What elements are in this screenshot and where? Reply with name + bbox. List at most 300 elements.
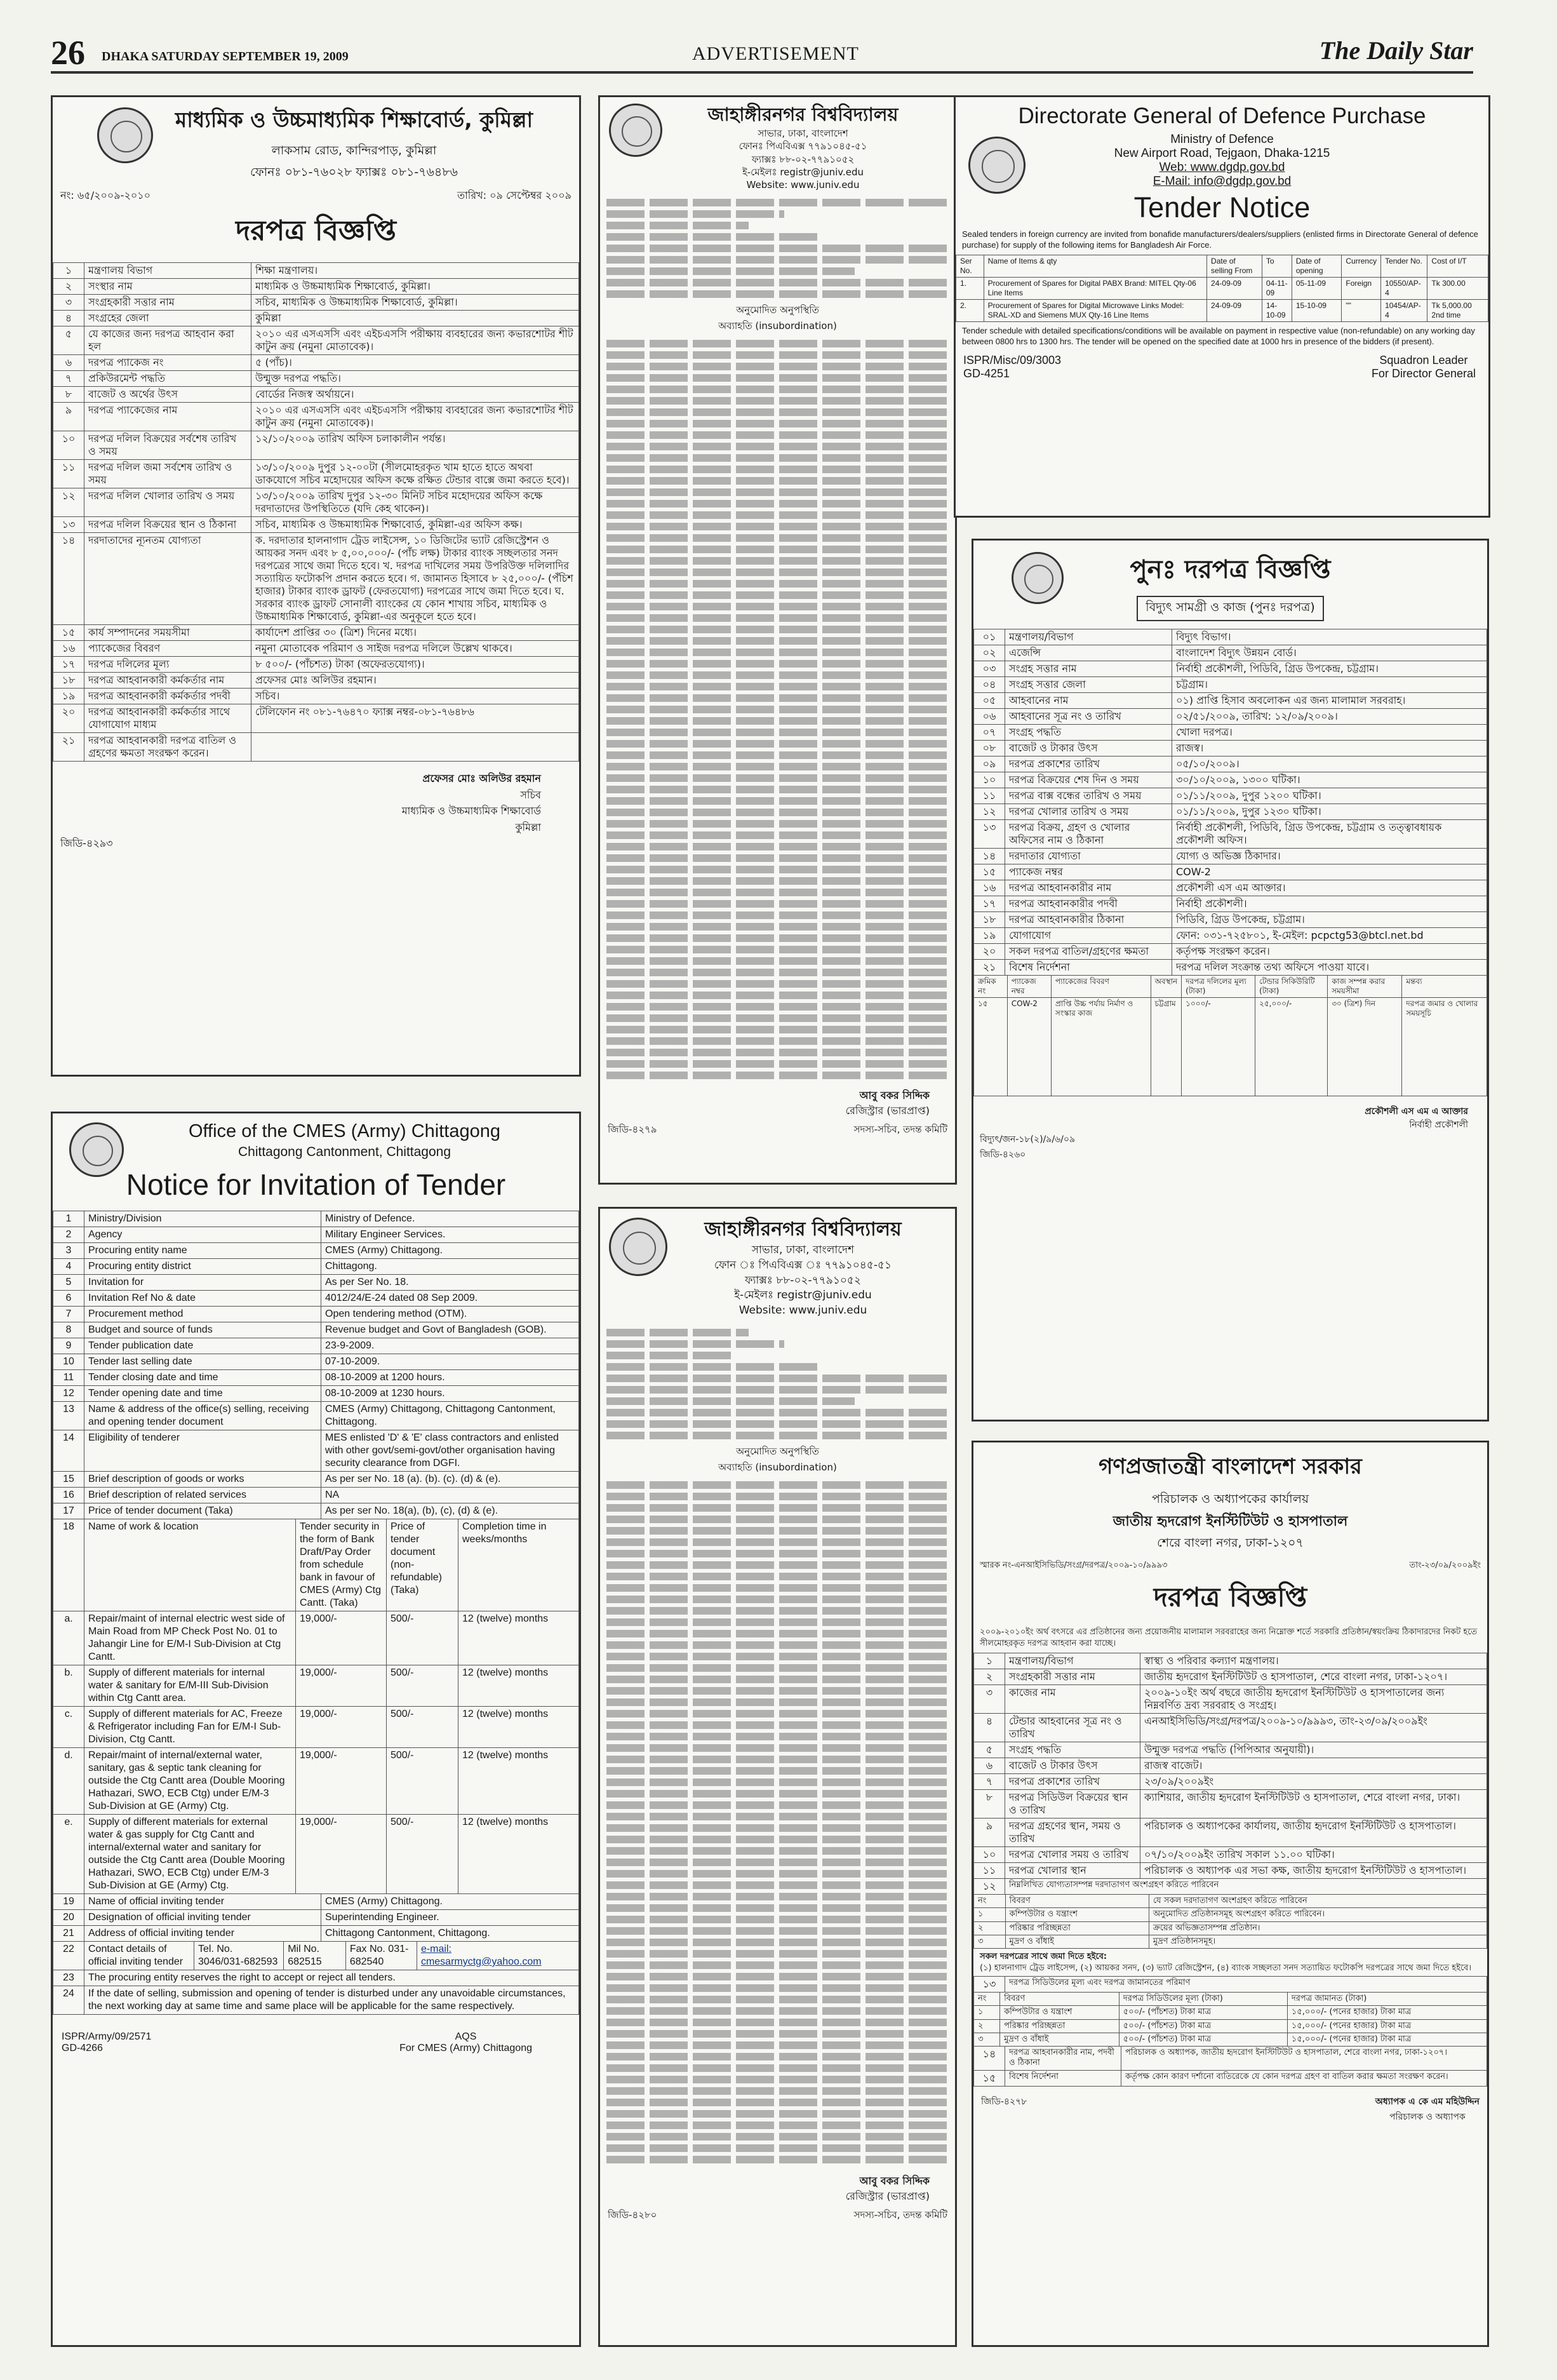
dgdp-item-open: 05-11-09 — [1292, 277, 1342, 299]
cmes-row-number: 7 — [53, 1307, 84, 1322]
cmes-works-label: Name of work & location — [84, 1519, 296, 1611]
cmes-row-value: As per ser No. 18(a), (b), (c), (d) & (e). — [321, 1503, 579, 1519]
cmes-work-description: Supply of different materials for internal water & sanitary for E/M-III Sub-Division within Ctg Cantt area. — [84, 1665, 296, 1707]
govt-row-label: দরপত্র খোলার স্থান — [1005, 1863, 1140, 1879]
board-row — [53, 355, 579, 371]
ju2-body — [600, 1481, 955, 2163]
retender-row-label: বিশেষ নির্দেশনা — [1005, 960, 1172, 976]
dgdp-ref: ISPR/Misc/09/3003 — [963, 353, 1062, 366]
retender-row-label: দরপত্র আহবানকারীর ঠিকানা — [1005, 912, 1172, 928]
board-title: মাধ্যমিক ও উচ্চমাধ্যমিক শিক্ষাবোর্ড, কুমিল্লা — [175, 107, 533, 132]
board-row — [53, 625, 579, 641]
govt-row — [974, 1847, 1487, 1863]
cmes-ref: ISPR/Army/09/2571 — [62, 2031, 152, 2042]
cmes-row-label: Tender opening date and time — [84, 1386, 321, 1402]
govt-row-value: পরিচালক ও অধ্যাপকের কার্যালয়, জাতীয় হৃদরোগ ইনস্টিটিউট ও হাসপাতাল। — [1140, 1819, 1487, 1847]
nhf-tender-notice — [972, 1441, 1489, 2347]
cmes-fax: Fax No. 031-682540 — [345, 1942, 417, 1970]
board-row-number: ২০ — [53, 704, 84, 733]
cmes-row — [53, 1910, 579, 1926]
pdb-logo-icon — [1012, 552, 1064, 604]
retender-notice — [972, 539, 1489, 1422]
dgdp-note2: Tender schedule with detailed specifications/conditions will be available on payment in respective value (non-refundable) on any working day between 0800 hrs to 1300 hrs. The tender will be opened on the specified date at 1000 hrs in presence of the bidders (if present). — [962, 325, 1475, 346]
govt-row-number: ১১ — [974, 1863, 1005, 1879]
retender-subtitle: বিদ্যুৎ সামগ্রী ও কাজ (পুনঃ দরপত্র) — [1137, 596, 1323, 621]
ju1-email: ই-মেইলঃ registr@juniv.edu — [742, 166, 864, 178]
dgdp-col-header: Cost of I/T — [1427, 255, 1488, 277]
retender-row — [974, 788, 1487, 804]
ju2-sign: আবু বকর সিদ্দিক — [859, 2174, 930, 2187]
retender-row-number: ০৩ — [974, 661, 1005, 677]
cmes-table-2 — [53, 1893, 579, 1942]
cmes-row-label: Name of official inviting tender — [84, 1894, 321, 1910]
retender-row — [974, 849, 1487, 864]
cmes-work-description: Repair/maint of internal electric west side of Main Road from MP Check Post No. 01 to Jahangir Line for E/M-I Sub-Division at Ctg Cantt. — [84, 1611, 296, 1665]
cmes-row — [53, 1259, 579, 1275]
dgdp-tender-notice — [954, 95, 1490, 518]
cmes-row-label: Name & address of the office(s) selling, receiving and opening tender document — [84, 1402, 321, 1430]
govt-sub-row — [974, 1935, 1487, 1948]
board-phone: ফোনঃ ০৮১-৭৬০২৮ ফ্যাক্সঃ ০৮১-৭৬৪৮৬ — [250, 165, 458, 179]
retender-row-number: ০৪ — [974, 677, 1005, 693]
cmes-row-number: 9 — [53, 1338, 84, 1354]
retender-row — [974, 677, 1487, 693]
cmes-row — [53, 1402, 579, 1430]
govt-row-label: বাজেট ও টাকার উৎস — [1005, 1758, 1140, 1774]
cmes-row-label: Tender last selling date — [84, 1354, 321, 1370]
retender-row-value: নির্বাহী প্রকৌশলী, পিডিবি, গ্রিড উপকেন্দ্র, চট্টগ্রাম। — [1172, 661, 1487, 677]
board-row-number: ১৫ — [53, 625, 84, 641]
retender-row-number: ০৭ — [974, 725, 1005, 741]
dgdp-item-open: 15-10-09 — [1292, 299, 1342, 321]
govt-row — [974, 1863, 1487, 1879]
retender-row-value: যোগ্য ও অভিজ্ঞ ঠিকাদার। — [1172, 849, 1487, 864]
board-sign-city: কুমিল্লা — [515, 821, 541, 833]
cmes-row-number: 21 — [53, 1926, 84, 1942]
board-row-label: দরপত্র দলিলের মূল্য — [84, 657, 251, 673]
board-row — [53, 517, 579, 533]
dgdp-item-cost: Tk 300.00 — [1427, 277, 1488, 299]
retender-row-value: ৩০/১০/২০০৯, ১৩০০ ঘটিকা। — [1172, 772, 1487, 788]
retender-package-sec: ২৫,০০০/- — [1255, 998, 1328, 1096]
board-row-label: কার্য সম্পাদনের সময়সীমা — [84, 625, 251, 641]
board-row — [53, 431, 579, 460]
cmes-col-price: Price of tender document (non-refundable) (Taka) — [387, 1519, 458, 1611]
retender-package-loc: চট্টগ্রাম — [1151, 998, 1182, 1096]
cmes-row-number: 13 — [53, 1402, 84, 1430]
cmes-row-value: Chittagong. — [321, 1259, 579, 1275]
govt-row-value: এনআইসিভিডি/সংগ্র/দরপত্র/২০০৯-১০/৯৯৯৩, তাং-২৩/০৯/২০০৯ইং — [1140, 1714, 1487, 1742]
retender-row-value: প্রকৌশলী এস এম আক্তার। — [1172, 880, 1487, 896]
board-address: লাকসাম রোড, কান্দিরপাড়, কুমিল্লা — [271, 144, 437, 158]
cmes-work-time: 12 (twelve) months — [458, 1611, 579, 1665]
board-table — [53, 262, 579, 762]
page-number: 26 — [51, 34, 85, 72]
board-row-number: ৯ — [53, 403, 84, 431]
govt-row-number: ১ — [974, 1653, 1005, 1669]
retender-row — [974, 741, 1487, 756]
govt-row-number: ৮ — [974, 1790, 1005, 1819]
dgdp-item-from: 24-09-09 — [1207, 299, 1262, 321]
dgdp-emblem-icon — [968, 137, 1026, 194]
dgdp-item-name: Procurement of Spares for Digital Microwave Links Model: SRAL-XD and Siemens MUX Qty-16 Line Items — [984, 299, 1206, 321]
cmes-email[interactable]: e-mail: cmesarmyctg@yahoo.com — [417, 1942, 578, 1970]
board-row — [53, 326, 579, 355]
board-row-number: ২১ — [53, 733, 84, 762]
board-sign-title: সচিব — [520, 788, 541, 801]
board-row-value: শিক্ষা মন্ত্রণালয়। — [251, 263, 579, 279]
board-row-value: ২০১০ এর এসএসসি এবং এইচএসসি পরীক্ষায় ব্যবহারের জন্য কভারশোটর শীট কাটুন ক্রয় (নমুনা মোতাবেক)। — [251, 326, 579, 355]
dgdp-col-header: Ser No. — [956, 255, 984, 277]
govt-row-value: ২০০৯-১০ইং অর্থ বছরে জাতীয় হৃদরোগ ইনস্টিটিউট ও হাসপাতালের জন্য নিম্নবর্ণিত দ্রব্য সরবরাহ ও সংগ্রহ। — [1140, 1685, 1487, 1714]
retender-row-label: দরপত্র বিক্রয়, গ্রহণ ও খোলার অফিসের নাম ও ঠিকানা — [1005, 820, 1172, 849]
cmes-row — [53, 1211, 579, 1227]
retender-col-header: কাজ সম্পন্ন করার সময়সীমা — [1328, 976, 1402, 998]
cmes-row-value: Superintending Engineer. — [321, 1910, 579, 1926]
retender-row — [974, 693, 1487, 709]
govt-sub-k: মুদ্রণ ও বাঁধাই — [1005, 1935, 1149, 1948]
dgdp-item-cur: Foreign — [1342, 277, 1381, 299]
cmes-row-label: Procuring entity district — [84, 1259, 321, 1275]
govt-row-value: পরিচালক ও অধ্যাপক এর সভা কক্ষ, জাতীয় হৃদরোগ ইনস্টিটিউট ও হাসপাতাল। — [1140, 1863, 1487, 1879]
ju1-mid2: অব্যাহতি (insubordination) — [718, 320, 837, 332]
cmes-title: Notice for Invitation of Tender — [126, 1168, 506, 1201]
cmes-row-number: 15 — [53, 1472, 84, 1488]
board-row — [53, 403, 579, 431]
retender-table — [973, 629, 1487, 976]
cmes-note-24: If the date of selling, submission and opening of tender is disturbed under any unavoidable circumstances, the next working day at same time and same place will be applicable for the same respectively. — [84, 1986, 579, 2015]
cmes-row-value: CMES (Army) Chittagong. — [321, 1894, 579, 1910]
retender-row-label: দরপত্র খোলার তারিখ ও সময় — [1005, 804, 1172, 820]
govt-price-header: দরপত্র জামানত (টাকা) — [1287, 1993, 1487, 2006]
govt-row-label: মন্ত্রণালয়/বিভাগ — [1005, 1653, 1140, 1669]
cmes-tel: Tel. No. 3046/031-682593 — [194, 1942, 284, 1970]
retender-row-value: নির্বাহী প্রকৌশলী। — [1172, 896, 1487, 912]
govt-r13-table: ১৩ দরপত্র সিডিউলের মূল্য এবং দরপত্র জামানতের পরিমাণ — [973, 1976, 1487, 1993]
retender-sign: প্রকৌশলী এস এম এ আক্তার — [1365, 1106, 1468, 1117]
board-row-label: বাজেট ও অর্থের উৎস — [84, 387, 251, 403]
retender-row-label: দরপত্র বাক্স বন্ধের তারিখ ও সময় — [1005, 788, 1172, 804]
cmes-table — [53, 1211, 579, 1519]
ju-notice-1 — [598, 95, 957, 1185]
cmes-works-table — [53, 1519, 579, 1894]
cmes-work-price: 500/- — [387, 1611, 458, 1665]
cmes-work-id: a. — [53, 1611, 84, 1665]
retender-code: জিডি-৪২৬০ — [980, 1150, 1026, 1160]
cmes-row-label: Invitation for — [84, 1275, 321, 1291]
cmes-row-value: 08-10-2009 at 1200 hours. — [321, 1370, 579, 1386]
govt-row — [974, 1819, 1487, 1847]
ju2-body-top — [600, 1329, 955, 1439]
retender-row-number: ০৯ — [974, 756, 1005, 772]
retender-row-value: খোলা দরপত্র। — [1172, 725, 1487, 741]
govt-sign2: পরিচালক ও অধ্যাপক — [1389, 2111, 1466, 2122]
cmes-row-number: 4 — [53, 1259, 84, 1275]
govt-row-number: ৯ — [974, 1819, 1005, 1847]
govt-sub2: জাতীয় হৃদরোগ ইনস্টিটিউট ও হাসপাতাল — [1113, 1514, 1348, 1530]
cmes-work-time: 12 (twelve) months — [458, 1665, 579, 1707]
cmes-work-id: c. — [53, 1707, 84, 1748]
cmes-work-price: 500/- — [387, 1748, 458, 1815]
cmes-work-row — [53, 1815, 579, 1894]
board-row-value: বোর্ডের নিজস্ব অর্থায়নে। — [251, 387, 579, 403]
dgdp-title: Directorate General of Defence Purchase — [1018, 104, 1426, 128]
govt-table-eligibility: ১২ নিম্নলিখিত যোগ্যতাসম্পন্ন দরদাতাগণ অংশগ্রহণ করিতে পারিবেন — [973, 1878, 1487, 1895]
dgdp-item-to: 14-10-09 — [1262, 299, 1292, 321]
retender-col-header: দরপত্র দলিলের মূল্য (টাকা) — [1182, 976, 1255, 998]
govt-sub-v: মুদ্রণ প্রতিষ্ঠানসমূহ। — [1149, 1935, 1487, 1948]
govt-sub-n: ১ — [974, 1908, 1006, 1921]
govt-price-n: ১ — [974, 2006, 1000, 2019]
govt-sub-row — [974, 1908, 1487, 1921]
cmes-row-number: 5 — [53, 1275, 84, 1291]
retender-row-number: ২১ — [974, 960, 1005, 976]
dgdp-item-to: 04-11-09 — [1262, 277, 1292, 299]
govt-row-label: দরপত্র খোলার সময় ও তারিখ — [1005, 1847, 1140, 1863]
cmes-note-23: The procuring entity reserves the right to accept or reject all tenders. — [84, 1970, 579, 1986]
cmes-work-row — [53, 1748, 579, 1815]
retender-row-value: ০৫/১০/২০০৯। — [1172, 756, 1487, 772]
retender-row — [974, 804, 1487, 820]
ju1-phone: ফোনঃ পিএবিএক্স ৭৭৯১০৪৫-৫১ — [738, 140, 867, 152]
cmes-row-label: Budget and source of funds — [84, 1322, 321, 1338]
retender-row-value: রাজস্ব। — [1172, 741, 1487, 756]
retender-row-number: ১১ — [974, 788, 1005, 804]
retender-col-header: অবস্থান — [1151, 976, 1182, 998]
ju1-fax: ফ্যাক্সঃ ৮৮-০২-৭৭৯১০৫২ — [751, 153, 855, 165]
dgdp-sign: Squadron Leader — [1379, 353, 1468, 366]
board-row-label: দরপত্র দলিল খোলার তারিখ ও সময় — [84, 488, 251, 517]
board-row — [53, 533, 579, 625]
govt-sub-row — [974, 1921, 1487, 1935]
govt-sub-n: ২ — [974, 1921, 1006, 1935]
retender-row-value: পিডিবি, গ্রিড উপকেন্দ্র, চট্টগ্রাম। — [1172, 912, 1487, 928]
cmes-row-value: As per Ser No. 18. — [321, 1275, 579, 1291]
retender-row — [974, 880, 1487, 896]
dgdp-item-row — [956, 277, 1488, 299]
cmes-row-value: CMES (Army) Chittagong. — [321, 1243, 579, 1259]
board-row — [53, 311, 579, 326]
dgdp-item-name: Procurement of Spares for Digital PABX Brand: MITEL Qty-06 Line Items — [984, 277, 1206, 299]
retender-row-label: বাজেট ও টাকার উৎস — [1005, 741, 1172, 756]
retender-col-header: মন্তব্য — [1402, 976, 1487, 998]
dgdp-item-ser: 2. — [956, 299, 984, 321]
govt-row-label: সংগ্রহকারী সত্তার নাম — [1005, 1669, 1140, 1685]
govt-price-row — [974, 2019, 1487, 2033]
dgdp-gd: GD-4251 — [963, 366, 1010, 380]
ju1-title: জাহাঙ্গীরনগর বিশ্ববিদ্যালয় — [707, 104, 899, 125]
retender-row — [974, 709, 1487, 725]
board-row-label: দরপত্র আহবানকারী কর্মকর্তার নাম — [84, 673, 251, 689]
govt-sub1: পরিচালক ও অধ্যাপকের কার্যালয় — [1151, 1492, 1309, 1506]
govt-row-label: টেন্ডার আহবানের সূত্র নং ও তারিখ — [1005, 1714, 1140, 1742]
govt-row-label: দরপত্র গ্রহণের স্থান, সময় ও তারিখ — [1005, 1819, 1140, 1847]
retender-ref: বিদ্যুৎ/জন-১৮(২)/৯/৬/০৯ — [980, 1134, 1076, 1145]
cmes-row-label: Ministry/Division — [84, 1211, 321, 1227]
board-row-label: দরদাতাদের ন্যূনতম যোগ্যতা — [84, 533, 251, 625]
ju2-email: ই-মেইলঃ registr@juniv.edu — [734, 1289, 872, 1302]
govt-row — [974, 1774, 1487, 1790]
retender-row-value: ফোন: ০৩১-৭২৫৮০১, ই-মেইল: pcpctg53@btcl.net.bd — [1172, 928, 1487, 944]
cmes-row — [53, 1243, 579, 1259]
govt-row-number: ২ — [974, 1669, 1005, 1685]
cmes-contact-label: Contact details of official inviting tender — [84, 1942, 194, 1970]
govt-row-number: ৭ — [974, 1774, 1005, 1790]
retender-package-code: COW-2 — [1007, 998, 1051, 1096]
cmes-row-label: Procuring entity name — [84, 1243, 321, 1259]
dgdp-heading: Tender Notice — [1133, 191, 1311, 224]
cmes-row — [53, 1307, 579, 1322]
cmes-work-id: d. — [53, 1748, 84, 1815]
retender-row — [974, 629, 1487, 645]
retender-row-label: দরপত্র আহবানকারীর নাম — [1005, 880, 1172, 896]
govt-row — [974, 1790, 1487, 1819]
ju2-title: জাহাঙ্গীরনগর বিশ্ববিদ্যালয় — [704, 1218, 902, 1240]
cmes-row-value: As per ser No. 18 (a). (b). (c). (d) & (e). — [321, 1472, 579, 1488]
govt-price-s: ১৫,০০০/- (পনের হাজার) টাকা মাত্র — [1287, 2033, 1487, 2046]
govt-sub-header: যে সকল দরদাতাগণ অংশগ্রহণ করিতে পারিবেন — [1149, 1895, 1487, 1908]
board-row-number: ১৩ — [53, 517, 84, 533]
dgdp-web[interactable]: Web: www.dgdp.gov.bd — [1159, 161, 1285, 174]
cmes-row — [53, 1472, 579, 1488]
board-row-value — [251, 733, 579, 762]
cmes-row-number: 10 — [53, 1354, 84, 1370]
cmes-row — [53, 1430, 579, 1472]
cmes-row — [53, 1275, 579, 1291]
retender-row — [974, 960, 1487, 976]
dgdp-note1: Sealed tenders in foreign currency are invited from bonafide manufacturers/dealers/suppliers (enlisted firms in Directorate General of defence purchase) for supply of the following items for Bangladesh Air Force. — [962, 229, 1478, 250]
govt-sub3: শেরে বাংলা নগর, ঢাকা-১২০৭ — [1157, 1536, 1304, 1550]
board-row-value: মাধ্যমিক ও উচ্চমাধ্যমিক শিক্ষাবোর্ড, কুমিল্লা। — [251, 279, 579, 295]
retender-row-label: সকল দরপত্র বাতিল/গ্রহণের ক্ষমতা — [1005, 944, 1172, 960]
cmes-mil: Mil No. 682515 — [284, 1942, 346, 1970]
dgdp-col-header: Date of selling From — [1207, 255, 1262, 277]
cmes-work-time: 12 (twelve) months — [458, 1815, 579, 1894]
retender-row-number: ১২ — [974, 804, 1005, 820]
ju2-fax: ফ্যাক্সঃ ৮৮-০২-৭৭৯১০৫২ — [745, 1274, 861, 1287]
cmes-row-number: 8 — [53, 1322, 84, 1338]
retender-row-label: আহবানের নাম — [1005, 693, 1172, 709]
govt-sub-table — [973, 1894, 1487, 1949]
cmes-row-label: Brief description of related services — [84, 1488, 321, 1503]
govt-sub-header: নং — [974, 1895, 1006, 1908]
govt-row-number: ৩ — [974, 1685, 1005, 1714]
dgdp-col-header: Tender No. — [1381, 255, 1427, 277]
cmes-crest-icon — [69, 1122, 124, 1177]
govt-r15v: কর্তৃপক্ষ কোন কারণ দর্শানো ব্যতিরেকে যে কোন দরপত্র গ্রহণ বা বাতিল করার ক্ষমতা সংরক্ষণ করেন। — [1121, 2070, 1487, 2086]
cmes-gd: GD-4266 — [62, 2043, 103, 2054]
board-row-value: প্রফেসর মোঃ অলিউর রহমান। — [251, 673, 579, 689]
retender-row-value: ০২/৫১/২০০৯, তারিখ: ১২/০৯/২০০৯। — [1172, 709, 1487, 725]
cmes-work-time: 12 (twelve) months — [458, 1748, 579, 1815]
retender-row-number: ১৬ — [974, 880, 1005, 896]
ju2-code: জিডি-৪২৮০ — [608, 2209, 657, 2221]
cmes-row-number: 6 — [53, 1291, 84, 1307]
retender-row-label: এজেন্সি — [1005, 645, 1172, 661]
retender-row-label: আহবানের সূত্র নং ও তারিখ — [1005, 709, 1172, 725]
board-row-value: কার্যাদেশ প্রাপ্তির ৩০ (ত্রিশ) দিনের মধ্যে। — [251, 625, 579, 641]
govt-price-table — [973, 1992, 1487, 2047]
cmes-work-price: 500/- — [387, 1707, 458, 1748]
newspaper-header — [51, 33, 1473, 74]
ju2-mid2: অব্যাহতি (insubordination) — [718, 1461, 837, 1473]
cmes-row-value: Chittagong Cantonment, Chittagong. — [321, 1926, 579, 1942]
cmes-row-value: 07-10-2009. — [321, 1354, 579, 1370]
retender-row-value: বাংলাদেশ বিদ্যুৎ উন্নয়ন বোর্ড। — [1172, 645, 1487, 661]
cmes-row-value: Revenue budget and Govt of Bangladesh (GOB). — [321, 1322, 579, 1338]
board-row-label: প্রকিউরমেন্ট পদ্ধতি — [84, 371, 251, 387]
cmes-row — [53, 1503, 579, 1519]
cmes-work-row — [53, 1707, 579, 1748]
board-row-label: দরপত্র আহবানকারী দরপত্র বাতিল ও গ্রহণের ক্ষমতা সংরক্ষণ করেন। — [84, 733, 251, 762]
retender-col-header: টেন্ডার সিকিউরিটি (টাকা) — [1255, 976, 1328, 998]
retender-row-number: ১৭ — [974, 896, 1005, 912]
govt-row-label: সংগ্রহ পদ্ধতি — [1005, 1742, 1140, 1758]
retender-row-value: নির্বাহী প্রকৌশলী, পিডিবি, গ্রিড উপকেন্দ্র, চট্টগ্রাম ও তত্ত্বাবধায়ক প্রকৌশলী অফিস। — [1172, 820, 1487, 849]
cmes-work-id: b. — [53, 1665, 84, 1707]
dgdp-table — [956, 255, 1488, 322]
ju1-sign2: রেজিস্ট্রার (ভারপ্রাপ্ত) — [845, 1105, 930, 1117]
retender-row-number: ১৯ — [974, 928, 1005, 944]
cmes-work-id: e. — [53, 1815, 84, 1894]
retender-package-row — [974, 998, 1487, 1096]
ju-logo-icon — [609, 104, 662, 157]
cmes-row-value: NA — [321, 1488, 579, 1503]
retender-row-label: প্যাকেজ নম্বর — [1005, 864, 1172, 880]
cmes-row-label: Tender publication date — [84, 1338, 321, 1354]
board-sign-name: প্রফেসর মোঃ অলিউর রহমান — [422, 772, 541, 784]
govt-heading: দরপত্র বিজ্ঞপ্তি — [1153, 1582, 1307, 1613]
cmes-row-label: Brief description of goods or works — [84, 1472, 321, 1488]
cmes-row-label: Address of official inviting tender — [84, 1926, 321, 1942]
dgdp-email[interactable]: E-Mail: info@dgdp.gov.bd — [1153, 175, 1292, 188]
cmes-work-security: 19,000/- — [296, 1815, 387, 1894]
board-row-number: ৪ — [53, 311, 84, 326]
cmes-row-label: Eligibility of tenderer — [84, 1430, 321, 1472]
board-row-number: ১০ — [53, 431, 84, 460]
board-row-value: ১২/১০/২০০৯ তারিখ অফিস চলাকালীন পর্যন্ত। — [251, 431, 579, 460]
board-row-label: দরপত্র দলিল বিক্রয়ের সর্বশেষ তারিখ ও সময় — [84, 431, 251, 460]
cmes-row-label: Procurement method — [84, 1307, 321, 1322]
retender-title: পুনঃ দরপত্র বিজ্ঞপ্তি — [1130, 555, 1331, 584]
board-date: তারিখ: ০৯ সেপ্টেম্বর ২০০৯ — [457, 189, 571, 201]
board-row-value: ২০১০ এর এসএসসি এবং এইচএসসি পরীক্ষায় ব্যবহারের জন্য কভারশোটর শীট কাটুন ক্রয় (নমুনা মোতাবেক)। — [251, 403, 579, 431]
cmes-row-label: Price of tender document (Taka) — [84, 1503, 321, 1519]
retender-row-label: সংগ্রহ সত্তার জেলা — [1005, 677, 1172, 693]
retender-row-label: সংগ্রহ সত্তার নাম — [1005, 661, 1172, 677]
govt-row — [974, 1758, 1487, 1774]
govt-row-label: দরপত্র সিডিউল বিক্রয়ের স্থান ও তারিখ — [1005, 1790, 1140, 1819]
retender-row — [974, 772, 1487, 788]
ju1-mid: অনুমোদিত অনুপস্থিতি — [736, 304, 819, 316]
board-row — [53, 641, 579, 657]
board-row-number: ১৮ — [53, 673, 84, 689]
dgdp-sign2: For Director General — [1371, 366, 1476, 380]
retender-col-header: প্যাকেজের বিবরণ — [1051, 976, 1151, 998]
cmes-row-label: Designation of official inviting tender — [84, 1910, 321, 1926]
retender-row-number: ১৫ — [974, 864, 1005, 880]
board-row-label: সংগ্রহের জেলা — [84, 311, 251, 326]
retender-row — [974, 896, 1487, 912]
govt-row-value: স্বাস্থ্য ও পরিবার কল্যাণ মন্ত্রণালয়। — [1140, 1653, 1487, 1669]
govt-row-number: ৬ — [974, 1758, 1005, 1774]
cmes-row-value: Ministry of Defence. — [321, 1211, 579, 1227]
retender-row-label: দরপত্র আহবানকারীর পদবী — [1005, 896, 1172, 912]
govt-price-k: পরিষ্কার পরিচ্ছন্নতা — [1000, 2019, 1119, 2033]
board-row-number: ১৯ — [53, 689, 84, 704]
ju2-cc: সদস্য-সচিব, তদন্ত কমিটি — [853, 2209, 947, 2221]
govt-price-k: কম্পিউটার ও যন্ত্রাংশ — [1000, 2006, 1119, 2019]
